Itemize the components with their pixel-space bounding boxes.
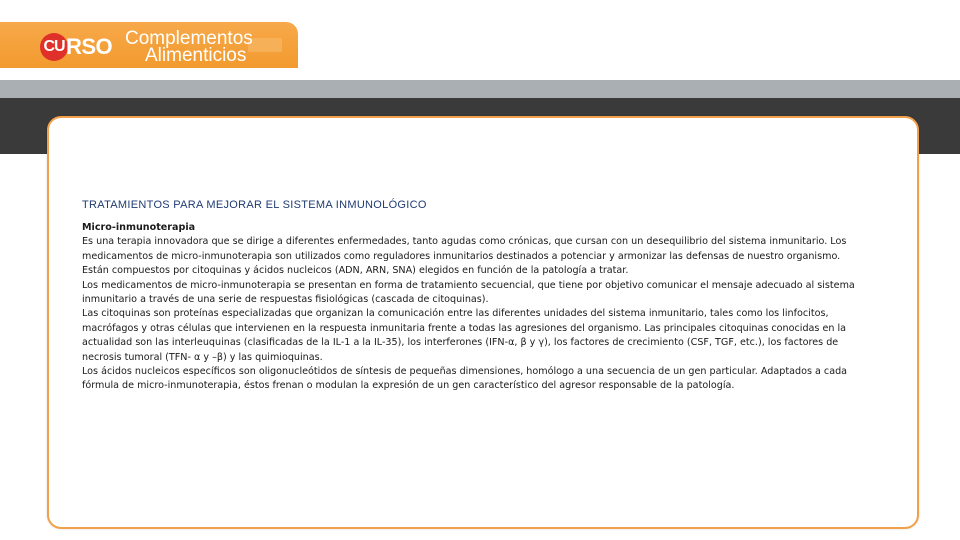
brand-subtitle [125,30,253,64]
content-line: Es una terapia innovadora que se dirige a diferentes enfermedades, tanto agudas como crónicas, que cursan con un desequilibrio del sistema inmunitario. Los [82,236,847,248]
content-heading: Micro-inmunoterapia [82,222,196,233]
content-line: Los ácidos nucleicos específicos son oligonucleótidos de síntesis de pequeñas dimensiones, homólogo a una secuencia de un gen particular. Adaptados a cada [82,366,848,378]
brand-subtitle-line2: Alimenticios [145,45,247,66]
content-line: fórmula de micro-inmunoterapia, éstos frenan o modulan la expresión de un gen característico del agresor responsable de la patología. [82,380,735,392]
brand-logo [40,30,112,64]
brand-subtitle-line1: Complementos [125,28,253,49]
content-line: necrosis tumoral (TFN- α y –β) y las quimioquinas. [82,351,323,363]
logo-wordmark: RSO [66,34,113,59]
content-line: actualidad son las interleuquinas (clasificadas de la IL-1 a la IL-35), los interferones (IFN-α, β y γ), los factores de crecimiento (CSF, TGF, etc.), los factores de [82,337,839,349]
content-line: Los medicamentos de micro-inmunoterapia se presentan en forma de tratamiento secuencial, que tiene por objetivo comunicar el mensaje adecuado al sistema [82,279,855,291]
section-title: TRATAMIENTOS PARA MEJORAR EL SISTEMA INMUNOLÓGICO [82,199,427,211]
content-body [82,221,882,394]
content-line: medicamentos de micro-inmunoterapia son utilizados como reguladores inmunitarios destinados a potenciar y armonizar las defensas de nuestro organismo. [82,250,841,262]
brand-decoration [248,38,282,52]
content-line: macrófagos y otras células que intervienen en la respuesta inmunitaria frente a todas las agresiones del organismo. Las principales citoquinas conocidas en la [82,322,847,334]
content-line: Están compuestos por citoquinas y ácidos nucleicos (ADN, ARN, SNA) elegidos en función de la patología a tratar. [82,265,629,277]
content-line: Las citoquinas son proteínas especializadas que organizan la comunicación entre las diferentes unidades del sistema inmunitario, tales como los linfocitos, [82,308,829,320]
content-line: inmunitario a través de una serie de respuestas fisiológicas (cascada de citoquinas). [82,294,489,306]
logo-mark: CU [40,33,68,61]
header-band-gray [0,80,960,98]
